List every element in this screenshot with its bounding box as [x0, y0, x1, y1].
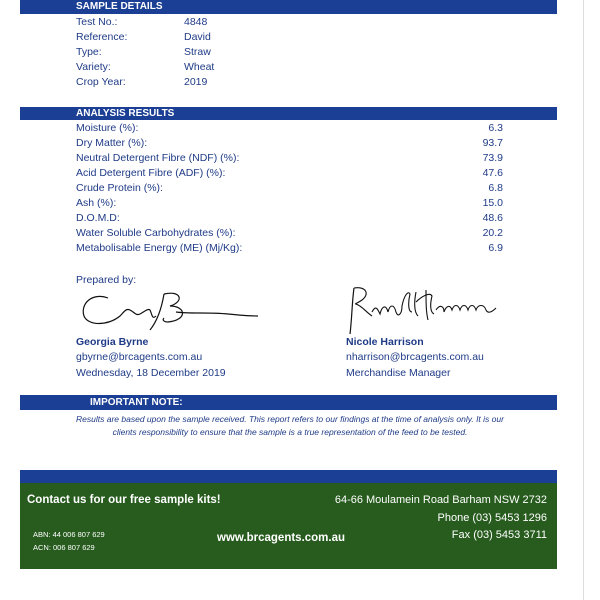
footer-address: 64-66 Moulamein Road Barham NSW 2732	[334, 494, 547, 506]
contact-cta: Contact us for our free sample kits!	[27, 494, 221, 506]
result-row-crude-protein	[76, 181, 503, 196]
footer-top-bar	[20, 470, 557, 483]
result-label: Metabolisable Energy (ME) (Mj/Kg):	[76, 242, 243, 254]
result-row-ndf	[76, 151, 503, 166]
result-value: 6.9	[488, 242, 503, 254]
result-row-ash	[76, 196, 503, 211]
sample-details-header	[20, 0, 557, 14]
important-note-title: IMPORTANT NOTE:	[90, 397, 183, 408]
result-label: Dry Matter (%):	[76, 137, 148, 149]
result-value: 6.3	[488, 122, 503, 134]
footer-website-link[interactable]: www.brcagents.com.au	[217, 532, 346, 544]
result-row-moisture	[76, 121, 503, 136]
result-row-domd	[76, 211, 503, 226]
detail-value: David	[184, 31, 211, 43]
result-value: 47.6	[482, 167, 503, 179]
analysis-results-title: ANALYSIS RESULTS	[76, 108, 175, 119]
result-label: Ash (%):	[76, 197, 117, 209]
right-signature	[346, 282, 504, 338]
footer-acn: ACN: 006 807 629	[33, 543, 95, 552]
result-label: Water Soluble Carbohydrates (%):	[76, 227, 236, 239]
detail-value: 4848	[184, 16, 208, 28]
prepared-by-label: Prepared by:	[76, 274, 137, 286]
result-row-dry-matter	[76, 136, 503, 151]
report-date: Wednesday, 18 December 2019	[76, 367, 226, 379]
result-label: Moisture (%):	[76, 122, 139, 134]
result-value: 73.9	[482, 152, 503, 164]
detail-value: Wheat	[184, 61, 215, 73]
detail-label: Crop Year:	[76, 76, 126, 88]
footer	[20, 483, 557, 569]
result-row-me	[76, 241, 503, 256]
left-signature	[78, 286, 260, 336]
result-label: D.O.M.D:	[76, 212, 120, 224]
right-signer-email[interactable]: nharrison@brcagents.com.au	[346, 351, 484, 363]
result-value: 6.8	[488, 182, 503, 194]
result-value: 15.0	[482, 197, 503, 209]
left-signer-email[interactable]: gbyrne@brcagents.com.au	[76, 351, 203, 363]
left-signer-name: Georgia Byrne	[76, 336, 149, 348]
result-value: 20.2	[482, 227, 503, 239]
detail-label: Type:	[76, 46, 102, 58]
right-signer-name: Nicole Harrison	[346, 336, 424, 348]
detail-label: Variety:	[76, 61, 111, 73]
detail-value: 2019	[184, 76, 208, 88]
footer-abn: ABN: 44 006 807 629	[33, 530, 105, 539]
right-signer-title: Merchandise Manager	[346, 367, 451, 379]
footer-fax: Fax (03) 5453 3711	[451, 529, 547, 541]
footer-phone: Phone (03) 5453 1296	[437, 512, 547, 524]
result-label: Neutral Detergent Fibre (NDF) (%):	[76, 152, 240, 164]
result-row-adf	[76, 166, 503, 181]
important-note-text: Results are based upon the sample received. This report refers to our findings at the time of analysis only. It is our clients responsibility to ensure that the sample is a true representation of the feed to be tested.	[76, 414, 504, 437]
detail-label: Test No.:	[76, 16, 118, 28]
sample-details-title: SAMPLE DETAILS	[76, 1, 163, 12]
important-note-header	[20, 395, 557, 410]
result-value: 48.6	[482, 212, 503, 224]
detail-label: Reference:	[76, 31, 128, 43]
result-row-wsc	[76, 226, 503, 241]
detail-value: Straw	[184, 46, 211, 58]
result-label: Acid Detergent Fibre (ADF) (%):	[76, 167, 226, 179]
page-edge	[583, 0, 584, 600]
analysis-results-table	[76, 121, 503, 256]
analysis-results-header	[20, 107, 557, 120]
result-label: Crude Protein (%):	[76, 182, 163, 194]
result-value: 93.7	[482, 137, 503, 149]
